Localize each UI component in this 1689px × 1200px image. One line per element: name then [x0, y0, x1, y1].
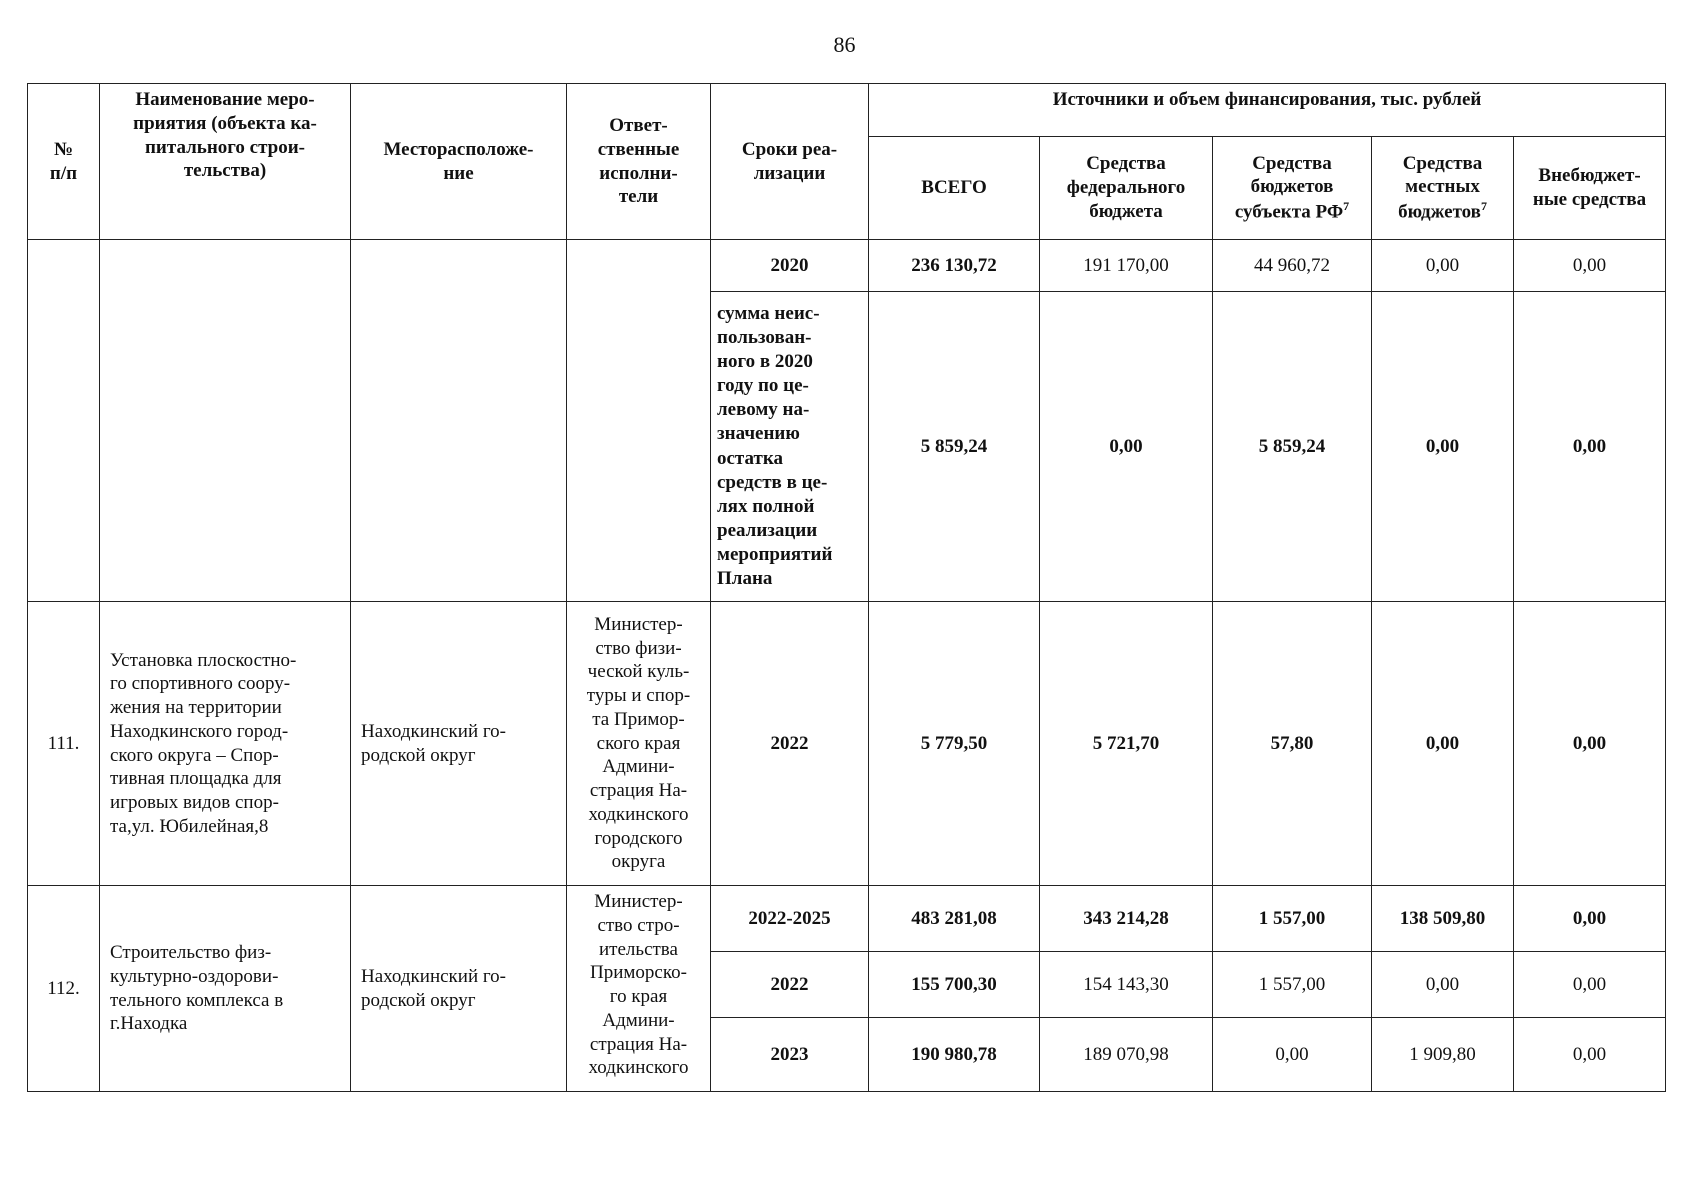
cell-num — [28, 240, 100, 602]
header-regional — [1213, 137, 1372, 240]
cell-num: 111. — [28, 602, 100, 886]
cell-regional: 1 557,00 — [1213, 886, 1372, 952]
header-row-1 — [28, 84, 1666, 137]
cell-regional: 44 960,72 — [1213, 240, 1372, 292]
header-period: Сроки реа- лизации — [711, 84, 869, 240]
cell-local: 0,00 — [1372, 952, 1514, 1018]
cell-extra: 0,00 — [1514, 240, 1666, 292]
header-regional-text: Средства бюджетов субъекта РФ — [1234, 152, 1344, 223]
cell-regional: 57,80 — [1213, 602, 1372, 886]
cell-extra: 0,00 — [1514, 602, 1666, 886]
cell-federal: 5 721,70 — [1040, 602, 1213, 886]
financing-table — [27, 83, 1666, 1092]
cell-local: 1 909,80 — [1372, 1018, 1514, 1092]
cell-local: 138 509,80 — [1372, 886, 1514, 952]
cell-regional: 5 859,24 — [1213, 292, 1372, 602]
cell-period: сумма неис- пользован- ного в 2020 году по це- левому на- значению остатка средств в це- лях полной реализации мероприятий Плана — [711, 292, 869, 602]
cell-name: Строительство физ- культурно-оздорови- тельного комплекса в г.Находка — [100, 886, 351, 1092]
cell-extra: 0,00 — [1514, 292, 1666, 602]
cell-federal: 191 170,00 — [1040, 240, 1213, 292]
cell-responsible — [567, 240, 711, 602]
header-total: ВСЕГО — [869, 137, 1040, 240]
cell-total: 190 980,78 — [869, 1018, 1040, 1092]
header-location: Месторасположе- ние — [351, 84, 567, 240]
header-name: Наименование меро- приятия (объекта ка- питального строи- тельства) — [100, 84, 351, 240]
cell-total: 236 130,72 — [869, 240, 1040, 292]
cell-regional: 0,00 — [1213, 1018, 1372, 1092]
cell-extra: 0,00 — [1514, 952, 1666, 1018]
cell-federal: 154 143,30 — [1040, 952, 1213, 1018]
header-local — [1372, 137, 1514, 240]
cell-name: Установка плоскостно- го спортивного соору- жения на территории Находкинского город- ского округа – Спор- тивная площадка для игровых видов спор- та,ул. Юбилейная,8 — [100, 602, 351, 886]
cell-total: 5 779,50 — [869, 602, 1040, 886]
cell-responsible: Министер- ство физи- ческой куль- туры и спор- та Примор- ского края Админи- страция На- ходкинского городского округа — [567, 602, 711, 886]
cell-period: 2022 — [711, 602, 869, 886]
cell-name — [100, 240, 351, 602]
cell-period: 2022 — [711, 952, 869, 1018]
header-local-footnote: 7 — [1480, 199, 1487, 214]
cell-period: 2023 — [711, 1018, 869, 1092]
table-row — [28, 602, 1666, 886]
header-regional-footnote: 7 — [1343, 199, 1350, 214]
cell-responsible: Министер- ство стро- ительства Приморско- го края Админи- страция На- ходкинского — [567, 886, 711, 1092]
header-num: № п/п — [28, 84, 100, 240]
cell-location — [351, 240, 567, 602]
header-federal: Средства федерального бюджета — [1040, 137, 1213, 240]
cell-location: Находкинский го- родской округ — [351, 602, 567, 886]
header-responsible: Ответ- ственные исполни- тели — [567, 84, 711, 240]
table-row — [28, 886, 1666, 952]
cell-local: 0,00 — [1372, 240, 1514, 292]
cell-total: 155 700,30 — [869, 952, 1040, 1018]
cell-num: 112. — [28, 886, 100, 1092]
table-row — [28, 240, 1666, 292]
cell-federal: 189 070,98 — [1040, 1018, 1213, 1092]
cell-total: 5 859,24 — [869, 292, 1040, 602]
cell-extra: 0,00 — [1514, 886, 1666, 952]
cell-federal: 0,00 — [1040, 292, 1213, 602]
page-number: 86 — [833, 32, 856, 57]
cell-local: 0,00 — [1372, 292, 1514, 602]
cell-extra: 0,00 — [1514, 1018, 1666, 1092]
cell-local: 0,00 — [1372, 602, 1514, 886]
cell-regional: 1 557,00 — [1213, 952, 1372, 1018]
cell-total: 483 281,08 — [869, 886, 1040, 952]
cell-period: 2020 — [711, 240, 869, 292]
header-extra: Внебюджет- ные средства — [1514, 137, 1666, 240]
cell-period: 2022-2025 — [711, 886, 869, 952]
cell-federal: 343 214,28 — [1040, 886, 1213, 952]
header-local-text: Средства местных бюджетов — [1398, 152, 1483, 223]
header-sources: Источники и объем финансирования, тыс. рублей — [869, 84, 1666, 137]
cell-location: Находкинский го- родской округ — [351, 886, 567, 1092]
